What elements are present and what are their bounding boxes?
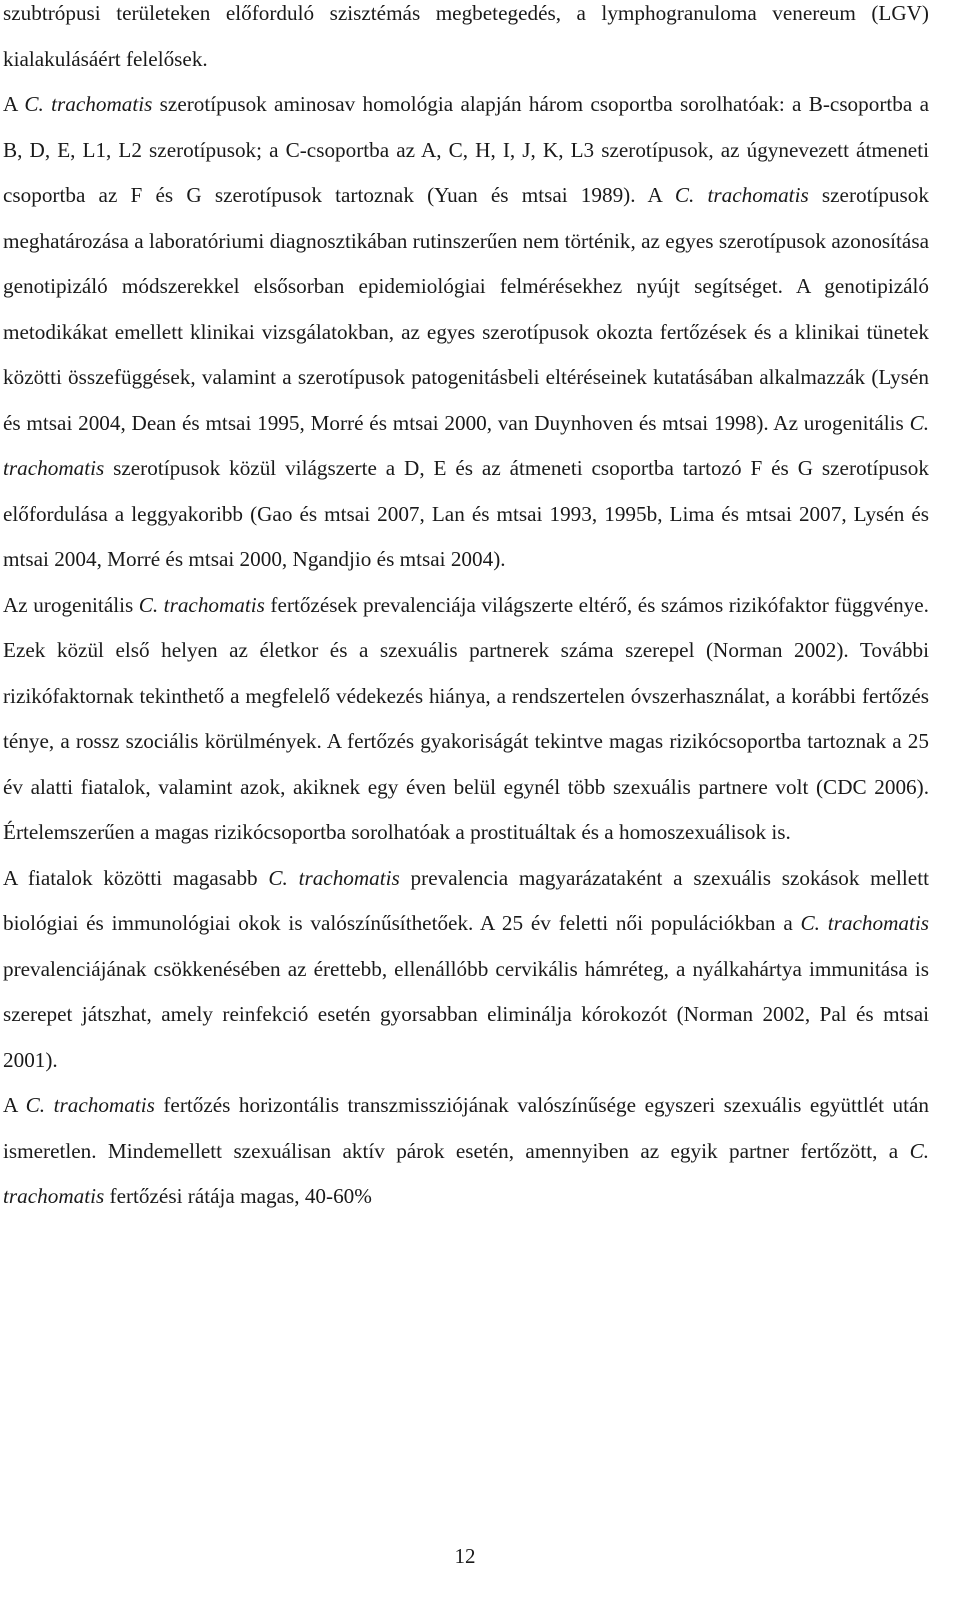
text-run: szerotípusok meghatározása a laboratóriumi diagnosztikában rutinszerűen nem történik, az egyes szerotípusok azonosítása genotipizáló módszerekkel elsősorban epidemiológiai felmérésekhez nyújt segítséget. A genotipizáló metodikákat emellett klinikai vizsgálatokban, az egyes szerotípusok okozta fertőzések és a klinikai tünetek közötti összefüggések, valamint a szerotípusok patogenitásbeli eltéréseinek kutatásában alkalmazzák (Lysén és mtsai 2004, Dean és mtsai 1995, Morré és mtsai 2000, van Duynhoven és mtsai 1998). Az urogenitális [3,183,929,435]
document-page [3,0,929,1220]
text-run: szerotípusok közül világszerte a D, E és az átmeneti csoportba tartozó F és G szerotípusok előfordulása a leggyakoribb (Gao és mtsai 2007, Lan és mtsai 1993, 1995b, Lima és mtsai 2007, Lysén és mtsai 2004, Morré és mtsai 2000, Ngandjio és mtsai 2004). [3,456,929,571]
document-body [3,0,929,1220]
text-run: prevalenciájának csökkenésében az érettebb, ellenállóbb cervikális hámréteg, a nyálkahártya immunitása is szerepet játszhat, amely reinfekció esetén gyorsabban eliminálja kórokozót (Norman 2002, Pal és mtsai 2001). [3,956,929,1072]
text-run: A [3,1093,26,1117]
species-name-italic: C. trachomatis [24,92,153,116]
text-run: fertőzések prevalenciája világszerte eltérő, és számos rizikófaktor függvénye. Ezek közül első helyen az életkor és a szexuális partnerek száma szerepel (Norman 2002). További rizikófaktornak tekinthető a megfelelő védekezés hiánya, a rendszertelen óvszerhasználat, a korábbi fertőzés ténye, a rossz szociális körülmények. A fertőzés gyakoriságát tekintve magas rizikócsoportba tartoznak a 25 év alatti fiatalok, valamint azok, akiknek egy éven belül egynél több szexuális partnere volt (CDC 2006). Értelemszerűen a magas rizikócsoportba sorolhatóak a prostituáltak és a homoszexuálisok is. [3,592,929,844]
page-number: 12 [454,1544,476,1568]
species-name-italic: C. trachomatis [268,865,400,890]
species-name-italic: C. trachomatis [25,1093,155,1117]
species-name-italic: C. trachomatis [674,183,809,207]
species-name-italic: C. trachomatis [138,592,265,617]
text-run: szerotípusok aminosav homológia alapján három csoportba sorolhatóak: a B-csoportba a B, D, E, L1, L2 szerotípusok; a C-csoportba az A, C, H, I, J, K, L3 szerotípusok, az úgynevezett átmeneti csoportba az F és G szerotípusok tartoznak (Yuan és mtsai 1989). A [3,92,929,207]
text-run: A [3,92,25,116]
paragraph-horizontal [3,1083,929,1220]
species-name-italic: C. trachomatis [3,1138,929,1208]
text-run: fertőzés horizontális transzmissziójának valószínűsége egyszeri szexuális együttlét után ismeretlen. Mindemellett szexuálisan aktív párok esetén, amennyiben az egyik partner fertőzött, a [3,1093,929,1163]
text-run: szubtrópusi területeken előforduló szisztémás megbetegedés, a lymphogranuloma venereum (LGV) kialakulásáért felelősek. [3,1,929,71]
paragraph-serotypes [3,82,929,583]
text-run: A fiatalok közötti magasabb [3,865,269,890]
paragraph-young [3,856,929,1084]
text-run: Az urogenitális [3,592,139,617]
text-run: fertőzési rátája magas, 40-60% [104,1184,372,1208]
species-name-italic: C. trachomatis [3,410,929,480]
paragraph-prevalence [3,583,929,856]
species-name-italic: C. trachomatis [800,911,929,935]
text-run: prevalencia magyarázataként a szexuális szokások mellett biológiai és immunológiai okok is valószínűsíthetőek. A 25 év feletti női populációkban a [3,865,929,935]
paragraph-lgv [3,0,929,82]
